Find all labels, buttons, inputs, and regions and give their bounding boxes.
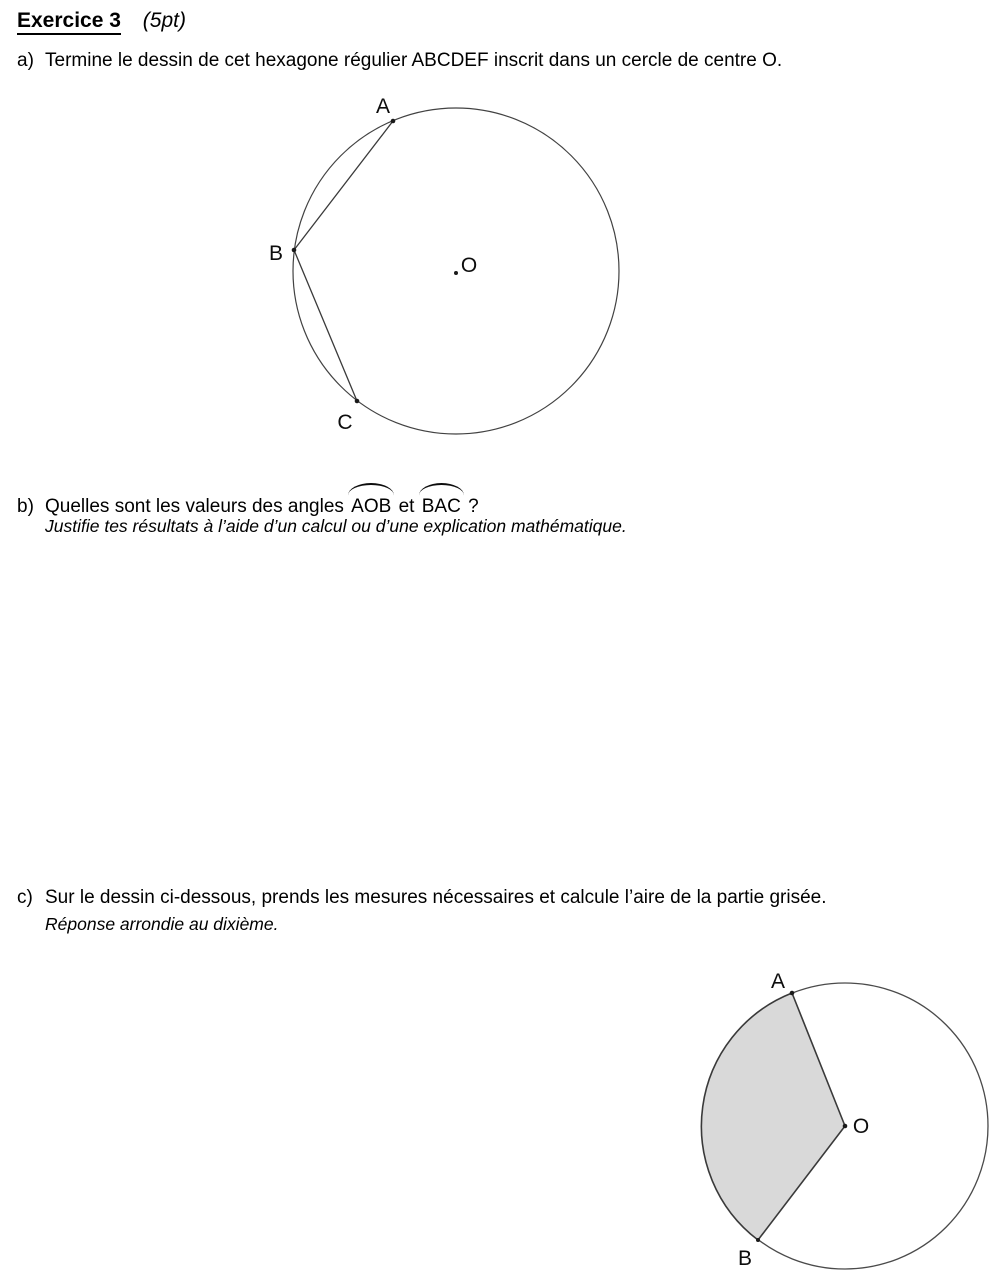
point-label-b: B bbox=[737, 1247, 753, 1270]
centre-label-o: O bbox=[460, 254, 478, 277]
exercise-title: Exercice 3 bbox=[17, 9, 121, 35]
question-b-label: b) bbox=[17, 496, 34, 517]
centre-label-o: O bbox=[852, 1115, 870, 1138]
angle-aob-text: AOB bbox=[351, 496, 392, 517]
angle-aob bbox=[351, 497, 391, 516]
question-c-note: Réponse arrondie au dixième. bbox=[45, 914, 279, 934]
question-c bbox=[17, 888, 827, 907]
question-b-suffix: ? bbox=[468, 496, 479, 517]
point-b-dot bbox=[756, 1238, 760, 1242]
centre-o-dot bbox=[454, 271, 458, 275]
point-label-a: A bbox=[770, 970, 786, 993]
question-b bbox=[17, 497, 479, 516]
question-b-conjunction: et bbox=[398, 496, 415, 517]
question-a-text: Termine le dessin de cet hexagone régulier ABCDEF inscrit dans un cercle de centre O. bbox=[45, 50, 783, 71]
question-c-label: c) bbox=[17, 887, 33, 908]
figure-hexagon-circle bbox=[255, 88, 635, 448]
point-label-b: B bbox=[268, 242, 284, 265]
angle-bac bbox=[422, 497, 461, 516]
point-b-dot bbox=[292, 248, 297, 253]
chord-bc bbox=[294, 250, 357, 401]
point-label-a: A bbox=[375, 95, 391, 118]
chord-ab bbox=[294, 121, 393, 250]
question-a bbox=[17, 51, 782, 70]
exercise-header bbox=[17, 9, 186, 35]
point-c-dot bbox=[355, 399, 360, 404]
question-a-label: a) bbox=[17, 50, 34, 71]
shaded-sector-aob bbox=[701, 993, 845, 1240]
question-c-text: Sur le dessin ci-dessous, prends les mesures nécessaires et calcule l’aire de la partie grisée. bbox=[45, 887, 827, 908]
exercise-points: (5pt) bbox=[142, 9, 186, 32]
question-b-prefix: Quelles sont les valeurs des angles bbox=[45, 496, 344, 517]
question-b-note: Justifie tes résultats à l’aide d’un calcul ou d’une explication mathématique. bbox=[45, 516, 627, 536]
point-a-dot bbox=[391, 119, 396, 124]
angle-bac-text: BAC bbox=[421, 496, 461, 517]
point-label-c: C bbox=[337, 411, 353, 434]
point-a-dot bbox=[790, 991, 795, 996]
figure-shaded-sector-circle bbox=[690, 955, 999, 1280]
centre-o-dot bbox=[843, 1124, 848, 1129]
